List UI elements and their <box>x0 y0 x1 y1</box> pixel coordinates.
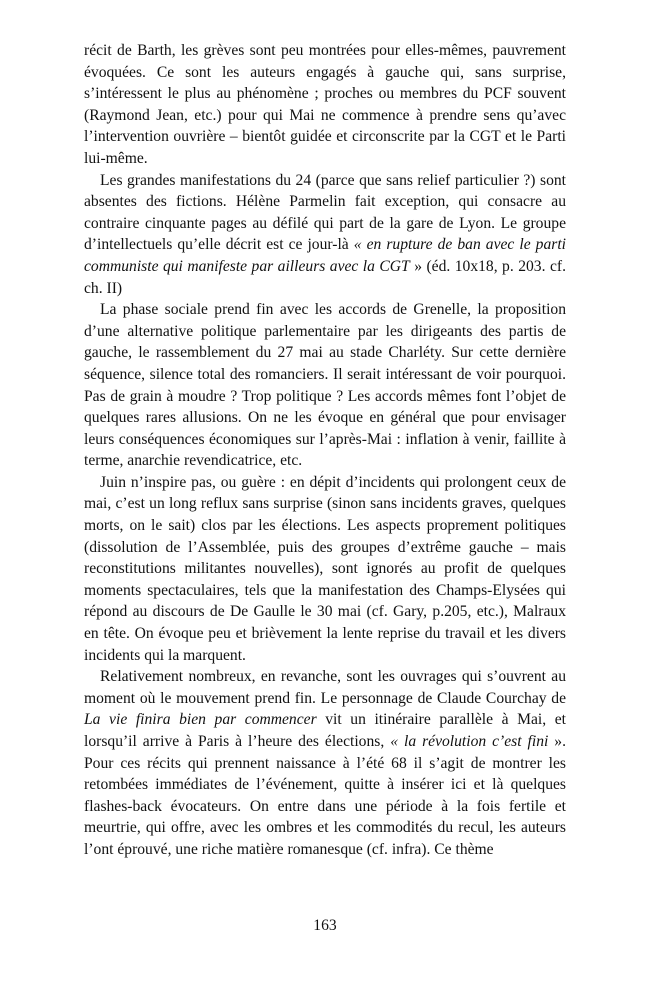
paragraph-3 <box>84 299 566 472</box>
paragraph-1-text: récit de Barth, les grèves sont peu montrées pour elles-mêmes, pauvrement évoquées. Ce sont les auteurs engagés à gauche qui, sans surprise, s’intéressent le plus au phénomène ; proches ou membres du PCF souvent (Raymond Jean, etc.) pour qui Mai ne commence à prendre sens qu’avec l’intervention ouvrière – bientôt guidée et circonscrite par la CGT et le Parti lui-même. <box>84 42 566 167</box>
paragraph-4 <box>84 472 566 666</box>
paragraph-2-text-a: Les grandes manifestations du 24 (parce que sans relief particulier ?) sont absentes des fictions. Hélène Parmelin fait exception, qui consacre au contraire cinquante pages au défilé qui part de la gare de Lyon. Le groupe d’intellectuels qu’elle décrit est ce jour-là <box>84 171 566 254</box>
paragraph-3-text: La phase sociale prend fin avec les accords de Grenelle, la proposition d’une alternative politique parlementaire par les dirigeants des partis de gauche, le rassemblement du 27 mai au stade Charléty. Sur cette dernière séquence, silence total des romanciers. Il serait intéressant de voir pourquoi. Pas de grain à moudre ? Trop politique ? Les accords mêmes font l’objet de quelques rares allusions. On ne les évoque en général que pour envisager leurs conséquences économiques sur l’après-Mai : inflation à venir, faillite à terme, anarchie revendicatrice, etc. <box>84 301 566 470</box>
paragraph-5 <box>84 666 566 860</box>
paragraph-5-text-c: ». Pour ces récits qui prennent naissance à l’été 68 il s’agit de montrer les retombées immédiates de l’événement, quitte à insérer ici et là quelques flashes-back évocateurs. On entre dans une période à la fois fertile et meurtrie, qui offre, avec les ombres et les commodités du recul, les auteurs l’ont éprouvé, une riche matière romanesque (cf. infra). Ce thème <box>84 733 567 858</box>
paragraph-5-text-a: Relativement nombreux, en revanche, sont les ouvrages qui s’ouvrent au moment où le mouvement prend fin. Le personnage de Claude Courchay de <box>84 668 566 707</box>
paragraph-2-text-b: » (éd. 10x18, p. 203. cf. ch. II) <box>84 257 566 297</box>
paragraph-2 <box>84 170 566 300</box>
page-body <box>84 40 566 861</box>
paragraph-2-quote: « en rupture de ban avec le parti communiste qui manifeste par ailleurs avec la CGT <box>84 236 566 275</box>
paragraph-5-quote: « la révolution c’est fini <box>390 733 549 750</box>
paragraph-4-text: Juin n’inspire pas, ou guère : en dépit d’incidents qui prolongent ceux de mai, c’est un long reflux sans surprise (sinon sans incidents graves, quelques morts, on le sait) clos par les élections. Les aspects proprement politiques (dissolution de l’Assemblée, puis des groupes d’extrême gauche – mais reconstitutions militantes nouvelles), sont ignorés au profit de quelques moments spectaculaires, tels que la manifestation des Champs-Elysées qui répond au discours de De Gaulle le 30 mai (cf. Gary, p.205, etc.), Malraux en tête. On évoque peu et brièvement la lente reprise du travail et les divers incidents qui la marquent. <box>84 473 566 664</box>
book-title: La vie finira bien par commencer <box>84 711 317 729</box>
paragraph-5-text-b: vit un itinéraire parallèle à Mai, et lorsqu’il arrive à Paris à l’heure des élections, <box>84 711 566 750</box>
paragraph-1 <box>84 40 566 170</box>
page-number: 163 <box>313 917 337 934</box>
